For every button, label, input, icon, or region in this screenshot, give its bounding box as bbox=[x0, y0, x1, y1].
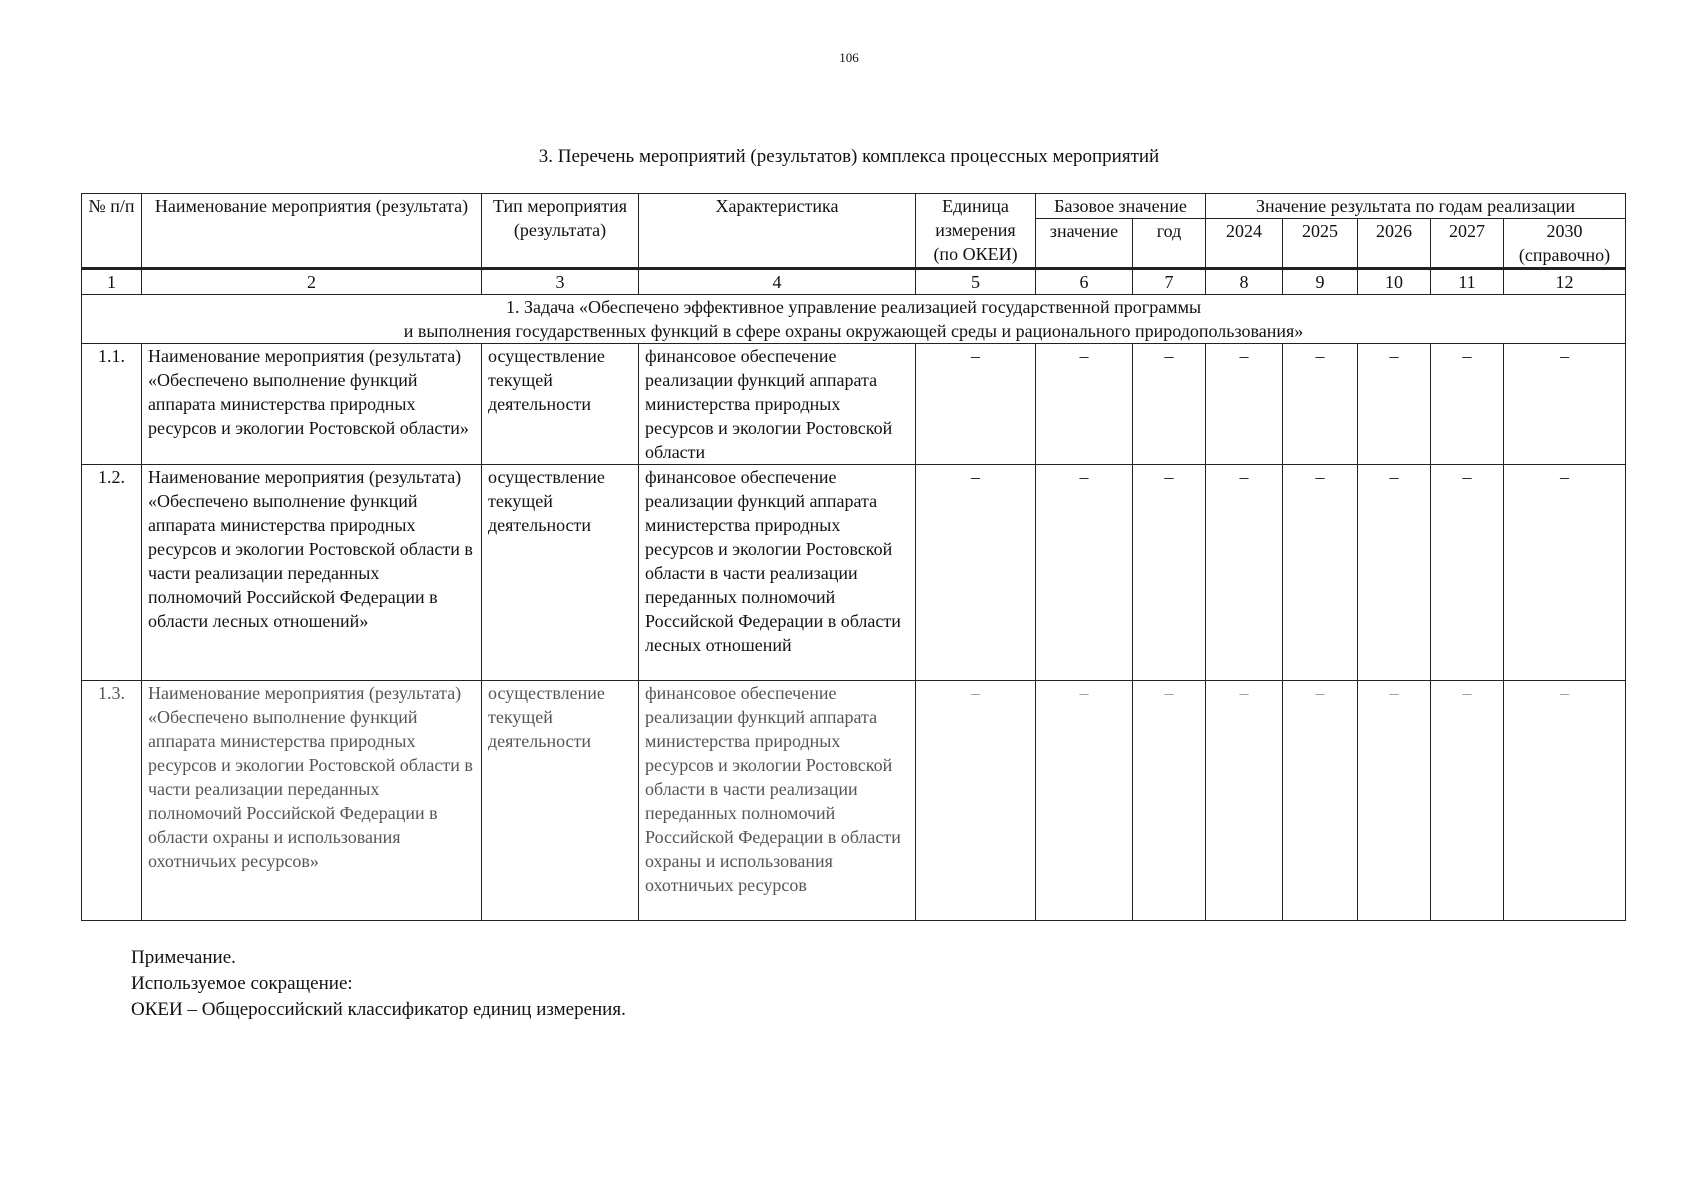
task-heading bbox=[82, 295, 1626, 344]
task-row bbox=[82, 295, 1626, 344]
column-number: 12 bbox=[1504, 269, 1626, 295]
header-year-2025: 2025 bbox=[1283, 219, 1358, 269]
header-name: Наименование мероприятия (результата) bbox=[142, 194, 482, 269]
row-base-year: – bbox=[1133, 465, 1206, 681]
row-base-value: – bbox=[1036, 344, 1133, 465]
row-unit: – bbox=[916, 465, 1036, 681]
row-value-2024: – bbox=[1206, 344, 1283, 465]
header-row-1 bbox=[82, 194, 1626, 219]
task-line-2: и выполнения государственных функций в сфере охраны окружающей среды и рационального природопользования» bbox=[403, 321, 1304, 341]
row-characteristic: финансовое обеспечение реализации функций аппарата министерства природных ресурсов и экологии Ростовской области в части реализации переданных полномочий Российской Федерации в области лесных отношений bbox=[639, 465, 916, 681]
row-type: осуществление текущей деятельности bbox=[482, 344, 639, 465]
note-okei-definition: ОКЕИ – Общероссийский классификатор единиц измерения. bbox=[131, 999, 626, 1020]
header-results: Значение результата по годам реализации bbox=[1206, 194, 1626, 219]
row-characteristic: финансовое обеспечение реализации функций аппарата министерства природных ресурсов и экологии Ростовской области в части реализации переданных полномочий Российской Федерации в области охраны и использования охотничьих ресурсов bbox=[639, 681, 916, 921]
row-value-2024: – bbox=[1206, 465, 1283, 681]
row-base-value: – bbox=[1036, 681, 1133, 921]
header-year-2030: 2030 (справочно) bbox=[1504, 219, 1626, 269]
header-base-year: год bbox=[1133, 219, 1206, 269]
header-characteristic: Характеристика bbox=[639, 194, 916, 269]
row-value-2027: – bbox=[1431, 344, 1504, 465]
header-num: № п/п bbox=[82, 194, 142, 269]
header-base-value: значение bbox=[1036, 219, 1133, 269]
row-type: осуществление текущей деятельности bbox=[482, 681, 639, 921]
column-number: 3 bbox=[482, 269, 639, 295]
row-base-year: – bbox=[1133, 344, 1206, 465]
column-number: 10 bbox=[1358, 269, 1431, 295]
document-title: 3. Перечень мероприятий (результатов) комплекса процессных мероприятий bbox=[538, 146, 1160, 167]
column-number: 6 bbox=[1036, 269, 1133, 295]
row-value-2025: – bbox=[1283, 344, 1358, 465]
task-line-1: 1. Задача «Обеспечено эффективное управление реализацией государственной программы bbox=[505, 297, 1202, 317]
row-value-2030: – bbox=[1504, 465, 1626, 681]
header-year-2026: 2026 bbox=[1358, 219, 1431, 269]
header-type: Тип мероприятия (результата) bbox=[482, 194, 639, 269]
table-row bbox=[82, 465, 1626, 681]
row-number: 1.3. bbox=[82, 681, 142, 921]
row-unit: – bbox=[916, 344, 1036, 465]
column-number: 8 bbox=[1206, 269, 1283, 295]
row-base-value: – bbox=[1036, 465, 1133, 681]
header-year-2027: 2027 bbox=[1431, 219, 1504, 269]
header-base: Базовое значение bbox=[1036, 194, 1206, 219]
row-name: Наименование мероприятия (результата) «Обеспечено выполнение функций аппарата министерства природных ресурсов и экологии Ростовской области в части реализации переданных полномочий Российской Федерации в области лесных отношений» bbox=[142, 465, 482, 681]
column-number: 4 bbox=[639, 269, 916, 295]
row-unit: – bbox=[916, 681, 1036, 921]
column-number: 11 bbox=[1431, 269, 1504, 295]
table-row bbox=[82, 344, 1626, 465]
column-number: 1 bbox=[82, 269, 142, 295]
row-value-2026: – bbox=[1358, 344, 1431, 465]
row-value-2027: – bbox=[1431, 465, 1504, 681]
column-number: 5 bbox=[916, 269, 1036, 295]
column-number: 9 bbox=[1283, 269, 1358, 295]
note-abbreviation-label: Используемое сокращение: bbox=[131, 973, 353, 994]
row-number: 1.1. bbox=[82, 344, 142, 465]
column-number: 7 bbox=[1133, 269, 1206, 295]
row-number: 1.2. bbox=[82, 465, 142, 681]
footnote bbox=[131, 945, 626, 1023]
row-value-2025: – bbox=[1283, 681, 1358, 921]
table-row bbox=[82, 681, 1626, 921]
row-value-2025: – bbox=[1283, 465, 1358, 681]
header-unit: Единица измерения (по ОКЕИ) bbox=[916, 194, 1036, 269]
header-year-2024: 2024 bbox=[1206, 219, 1283, 269]
column-number-row bbox=[82, 269, 1626, 295]
row-value-2030: – bbox=[1504, 344, 1626, 465]
measures-table bbox=[81, 193, 1626, 921]
row-base-year: – bbox=[1133, 681, 1206, 921]
row-type: осуществление текущей деятельности bbox=[482, 465, 639, 681]
row-value-2024: – bbox=[1206, 681, 1283, 921]
row-value-2026: – bbox=[1358, 681, 1431, 921]
row-name: Наименование мероприятия (результата) «Обеспечено выполнение функций аппарата министерства природных ресурсов и экологии Ростовской области в части реализации переданных полномочий Российской Федерации в области охраны и использования охотничьих ресурсов» bbox=[142, 681, 482, 921]
row-name: Наименование мероприятия (результата) «Обеспечено выполнение функций аппарата министерства природных ресурсов и экологии Ростовской области» bbox=[142, 344, 482, 465]
row-characteristic: финансовое обеспечение реализации функций аппарата министерства природных ресурсов и экологии Ростовской области bbox=[639, 344, 916, 465]
note-heading: Примечание. bbox=[131, 947, 236, 968]
row-value-2027: – bbox=[1431, 681, 1504, 921]
row-value-2030: – bbox=[1504, 681, 1626, 921]
row-value-2026: – bbox=[1358, 465, 1431, 681]
column-number: 2 bbox=[142, 269, 482, 295]
page-number: 106 bbox=[839, 50, 859, 65]
